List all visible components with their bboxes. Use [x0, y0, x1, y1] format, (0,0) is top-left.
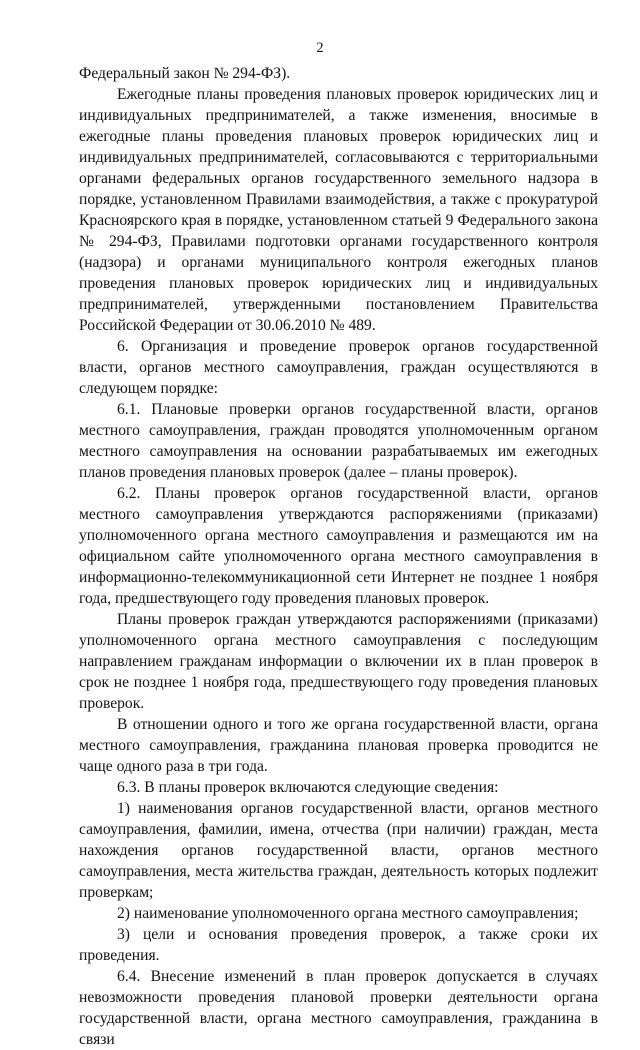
paragraph: 2) наименование уполномоченного органа местного самоуправления;	[117, 905, 579, 922]
paragraph: 6.2. Планы проверок органов государственной власти, органов местного самоуправления утверждаются распоряжениями (приказами) уполномоченного органа местного самоуправления и размещаются им на официальном сайте уполномоченного органа местного самоуправления в информационно-телекоммуникационной сети Интернет не позднее 1 ноября года, предшествующего году проведения плановых проверок.	[79, 485, 598, 607]
page-number: 2	[316, 40, 324, 56]
paragraph: 1) наименования органов государственной власти, органов местного самоуправления, фамилии, имена, отчества (при наличии) граждан, места нахождения органов государственной власти, органов местного самоуправления, места жительства граждан, деятельность которых подлежит проверкам;	[79, 800, 598, 901]
paragraph: 6. Организация и проведение проверок органов государственной власти, органов местного самоуправления, граждан осуществляются в следующем порядке:	[79, 338, 598, 397]
document-body	[79, 63, 598, 1050]
paragraph: 6.3. В планы проверок включаются следующие сведения:	[117, 779, 499, 796]
paragraph: 6.4. Внесение изменений в план проверок допускается в случаях невозможности проведения плановой проверки деятельности органа государственной власти, органа местного самоуправления, гражданина в связи	[79, 968, 598, 1048]
paragraph: В отношении одного и того же органа государственной власти, органа местного самоуправления, гражданина плановая проверка проводится не чаще одного раза в три года.	[79, 716, 598, 775]
paragraph: 3) цели и основания проведения проверок, а также сроки их проведения.	[79, 926, 598, 964]
paragraph: Ежегодные планы проведения плановых проверок юридических лиц и индивидуальных предпринимателей, а также изменения, вносимые в ежегодные планы проведения плановых проверок юридических лиц и индивидуальных предпринимателей, согласовываются с территориальными органами федеральных органов государственного земельного надзора в порядке, установленном Правилами взаимодействия, а также с прокуратурой Красноярского края в порядке, установленном статьей 9 Федерального закона № 294-ФЗ, Правилами подготовки органами государственного контроля (надзора) и органами муниципального контроля ежегодных планов проведения плановых проверок юридических лиц и индивидуальных предпринимателей, утвержденными постановлением Правительства Российской Федерации от 30.06.2010 № 489.	[79, 86, 598, 334]
paragraph: 6.1. Плановые проверки органов государственной власти, органов местного самоуправления, граждан проводятся уполномоченным органом местного самоуправления на основании разрабатываемых им ежегодных планов проведения плановых проверок (далее – планы проверок).	[79, 401, 598, 481]
paragraph: Планы проверок граждан утверждаются распоряжениями (приказами) уполномоченного органа местного самоуправления с последующим направлением гражданам информации о включении их в план проверок в срок не позднее 1 ноября года, предшествующего году проведения плановых проверок.	[79, 611, 598, 712]
paragraph: Федеральный закон № 294-ФЗ).	[79, 65, 291, 82]
